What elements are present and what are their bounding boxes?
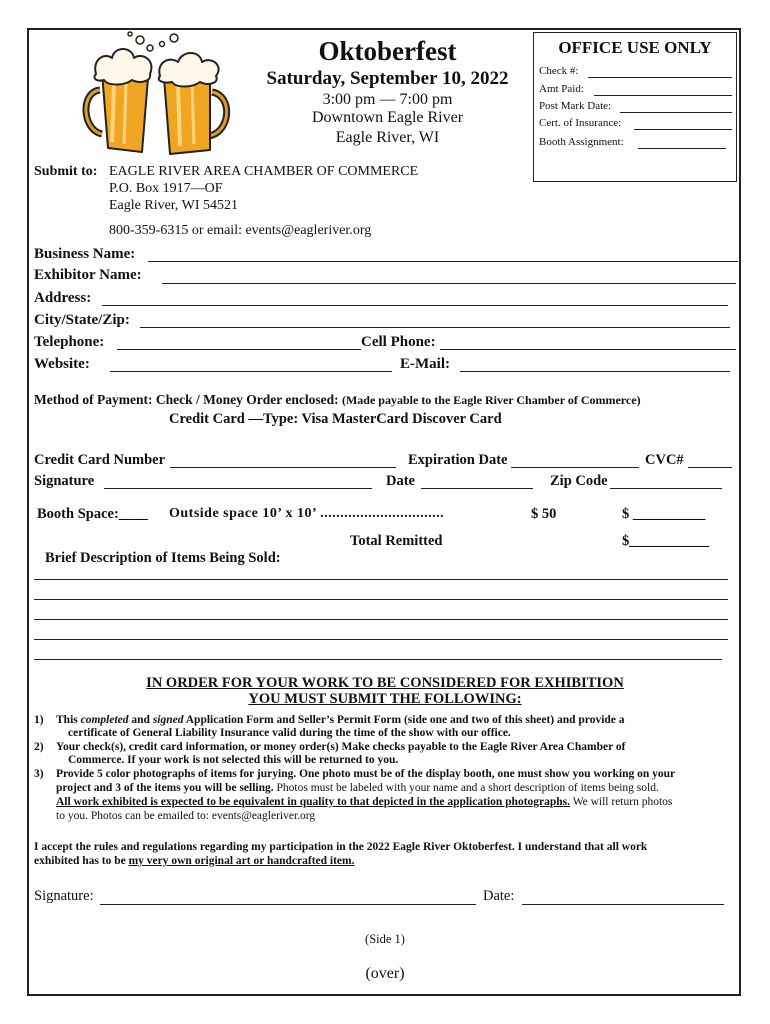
date-label: Date: [386, 473, 415, 489]
postmark-date-label: Post Mark Date:: [539, 100, 612, 112]
footer-signature-input[interactable]: [100, 904, 476, 905]
total-remitted-amount[interactable]: $___________: [622, 533, 709, 549]
accept-line-2-start: exhibited has to be: [34, 855, 129, 867]
booth-space-label: Booth Space:____: [37, 506, 148, 522]
submit-to-label: Submit to:: [34, 164, 98, 179]
email-input[interactable]: [460, 371, 730, 372]
cvc-label: CVC#: [645, 452, 684, 468]
instructions-heading-1: IN ORDER FOR YOUR WORK TO BE CONSIDERED FOR EXHIBITION: [146, 675, 624, 691]
description-line-1[interactable]: [34, 579, 728, 580]
booth-assignment-label: Booth Assignment:: [539, 136, 624, 148]
telephone-input[interactable]: [117, 349, 361, 350]
event-date: Saturday, September 10, 2022: [266, 68, 509, 89]
address-label: Address:: [34, 290, 92, 306]
office-use-title: OFFICE USE ONLY: [558, 38, 712, 57]
booth-assignment-line[interactable]: [638, 148, 726, 149]
event-location: Downtown Eagle River: [311, 109, 464, 126]
website-input[interactable]: [110, 371, 392, 372]
telephone-label: Telephone:: [34, 334, 105, 350]
city-state-zip-input[interactable]: [140, 327, 730, 328]
email-label: E-Mail:: [400, 356, 450, 372]
event-title: Oktoberfest: [318, 36, 457, 66]
cert-insurance-label: Cert. of Insurance:: [539, 117, 622, 129]
booth-amount[interactable]: $ __________: [622, 506, 706, 522]
zip-code-label: Zip Code: [550, 473, 608, 489]
item-3-number: 3): [34, 768, 44, 780]
item-3-line-1: Provide 5 color photographs of items for jurying. One photo must be of the display booth, one must show you working on your: [56, 768, 676, 780]
description-label: Brief Description of Items Being Sold:: [45, 550, 281, 566]
item-1-part-c: and: [128, 714, 153, 726]
accept-line-2-underlined: my very own original art or handcrafted item.: [128, 855, 355, 867]
submit-city: Eagle River, WI 54521: [109, 198, 239, 213]
event-city: Eagle River, WI: [335, 129, 440, 146]
payment-method-label: Method of Payment: Check / Money Order enclosed:: [34, 392, 339, 407]
cvc-input[interactable]: [688, 467, 732, 468]
accept-line-1: I accept the rules and regulations regarding my participation in the 2022 Eagle River Oktoberfest. I understand that all work: [34, 841, 648, 853]
submit-org: EAGLE RIVER AREA CHAMBER OF COMMERCE: [109, 164, 419, 179]
item-3-line-3-bold: All work exhibited is expected to be equivalent in quality to that depicted in the application photographs.: [56, 796, 571, 808]
item-3-line-3: [56, 796, 672, 808]
item-1-part-e: Application Form and Seller’s Permit Form (side one and two of this sheet) and provide a: [183, 714, 625, 726]
check-number-label: Check #:: [539, 65, 579, 77]
outside-space-label: Outside space 10’ x 10’ ...............................: [169, 506, 445, 521]
cc-date-input[interactable]: [421, 488, 533, 489]
item-2-line-2: Commerce. If your work is not selected this will be returned to you.: [68, 754, 399, 766]
address-input[interactable]: [102, 305, 728, 306]
booth-price: $ 50: [531, 506, 557, 522]
item-1-line-2: certificate of General Liability Insurance valid during the time of the show with our office.: [68, 727, 511, 739]
cc-number-label: Credit Card Number: [34, 452, 166, 468]
cc-signature-input[interactable]: [104, 488, 372, 489]
zip-code-input[interactable]: [610, 488, 722, 489]
item-3-line-4: to you. Photos can be emailed to: events@eagleriver.org: [56, 810, 316, 822]
office-use-box: [533, 32, 737, 182]
footer-date-label: Date:: [483, 888, 515, 904]
expiration-label: Expiration Date: [408, 452, 508, 468]
accept-line-2: [34, 855, 355, 867]
item-3-line-2-rest: Photos must be labeled with your name and a short description of items being sold.: [273, 782, 659, 794]
footer-date-input[interactable]: [522, 904, 724, 905]
cert-insurance-line[interactable]: [634, 129, 732, 130]
item-1-text: [56, 714, 625, 726]
business-name-input[interactable]: [148, 261, 738, 262]
total-remitted-label: Total Remitted: [350, 533, 443, 549]
amount-paid-label: Amt Paid:: [539, 83, 584, 95]
item-1-number: 1): [34, 714, 44, 726]
expiration-input[interactable]: [511, 467, 639, 468]
item-1-signed: signed: [152, 714, 184, 726]
payment-method-note: (Made payable to the Eagle River Chamber of Commerce): [341, 393, 641, 407]
description-line-3[interactable]: [34, 619, 728, 620]
event-time: 3:00 pm — 7:00 pm: [322, 91, 453, 108]
postmark-date-line[interactable]: [620, 112, 732, 113]
item-3-line-2: [56, 782, 659, 794]
signature-label: Signature: [34, 473, 95, 489]
submit-box: P.O. Box 1917—OF: [109, 181, 223, 196]
item-1-part-a: This: [56, 714, 81, 726]
city-state-zip-label: City/State/Zip:: [34, 312, 130, 328]
description-line-4[interactable]: [34, 639, 728, 640]
footer-signature-label: Signature:: [34, 888, 94, 904]
business-name-label: Business Name:: [34, 246, 136, 262]
submit-contact: 800-359-6315 or email: events@eagleriver.org: [109, 223, 372, 238]
cell-phone-label: Cell Phone:: [361, 334, 436, 350]
item-2-number: 2): [34, 741, 44, 753]
cc-number-input[interactable]: [170, 467, 396, 468]
item-2-line-1: Your check(s), credit card information, or money order(s) Make checks payable to the Eagle River Area Chamber of: [56, 741, 626, 753]
payment-method: [34, 392, 641, 408]
amount-paid-line[interactable]: [594, 95, 732, 96]
description-line-5[interactable]: [34, 659, 722, 660]
item-1-completed: completed: [80, 714, 129, 726]
exhibitor-name-label: Exhibitor Name:: [34, 267, 142, 283]
instructions-heading-2: YOU MUST SUBMIT THE FOLLOWING:: [248, 691, 522, 707]
exhibitor-name-input[interactable]: [162, 283, 736, 284]
description-line-2[interactable]: [34, 599, 728, 600]
website-label: Website:: [34, 356, 90, 372]
check-number-line[interactable]: [588, 77, 732, 78]
item-3-line-3-rest: We will return photos: [570, 796, 673, 808]
beer-mugs-icon: [78, 30, 238, 158]
side-label: (Side 1): [365, 932, 405, 946]
credit-card-types: Credit Card —Type: Visa MasterCard Discover Card: [169, 411, 502, 427]
cell-phone-input[interactable]: [440, 349, 736, 350]
over-label: (over): [365, 965, 405, 982]
item-3-line-2-bold: project and 3 of the items you will be selling.: [56, 782, 274, 794]
